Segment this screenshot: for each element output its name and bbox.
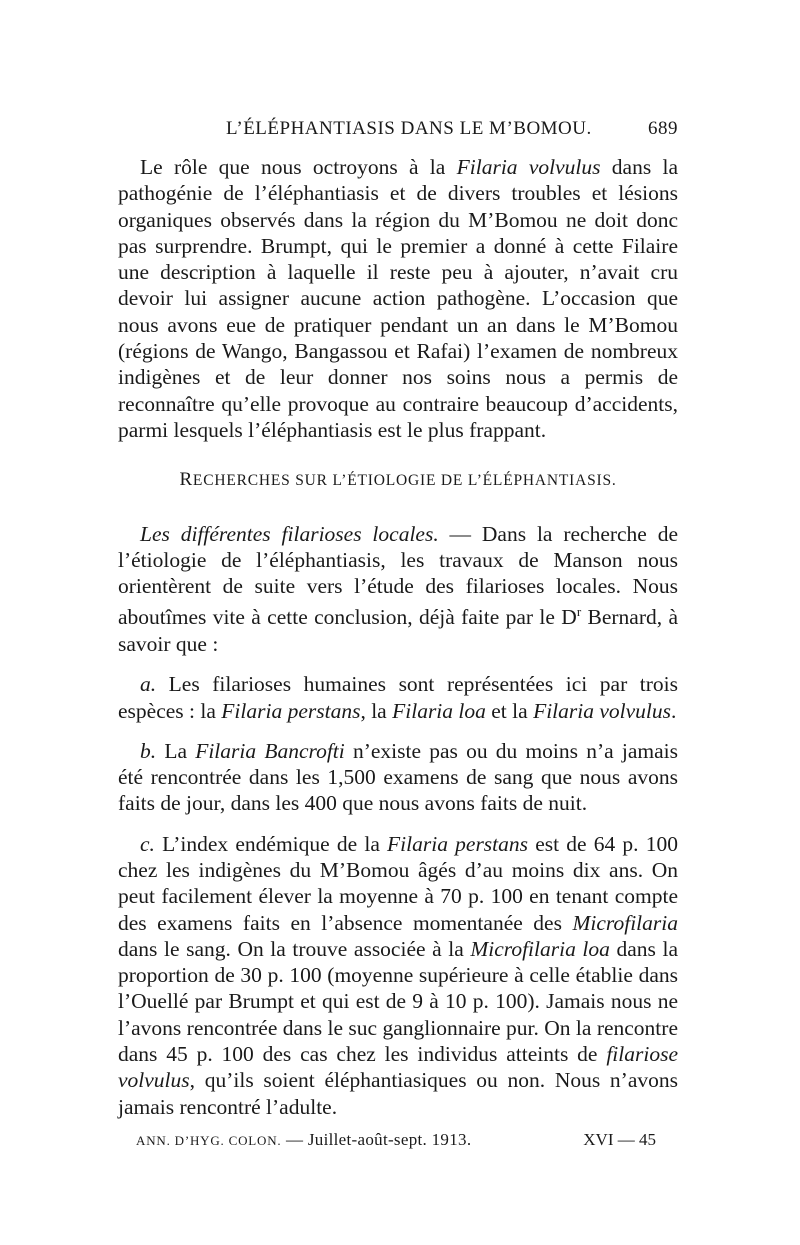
item-label: c. <box>140 831 155 856</box>
item-a <box>118 671 678 724</box>
superscript: r <box>576 604 582 620</box>
species-name: Filaria volvulus <box>456 155 601 179</box>
species-name: Filaria perstans <box>387 831 529 856</box>
text-span: dans le sang. On la trouve associée à la <box>118 936 471 961</box>
text-span: dans la pathogénie de l’éléphantiasis et de divers troubles et lésions organiques observés dans la région du M’Bomou ne doit donc pas surprendre. Brumpt, qui le premier a donné à cette Filaire une description à laquelle il reste peu à ajouter, n’avait cru devoir lui assigner aucune action pathogène. L’occasion que nous avons eue de pratiquer pendant un an dans le M’Bomou (régions de Wango, Bangassou et Rafai) l’examen de nombreux indigènes et de leur donner nos soins nous a permis de reconnaître qu’elle provoque au contraire beaucoup d’accidents, parmi lesquels l’éléphantiasis est le plus frappant. <box>118 155 678 442</box>
article-body <box>118 154 678 1120</box>
text-span: n’existe pas ou du moins n’a jamais été rencontrée dans les 1,500 examens de sang que nous avons faits de jour, dans les 400 que nous avons faits de nuit. <box>118 738 678 816</box>
issue-date: — Juillet-août-sept. 1913. <box>281 1129 472 1149</box>
section-heading <box>118 467 678 494</box>
text-span: — Dans la recherche de l’étiologie de l’éléphantiasis, les travaux de Manson nous orientèrent de suite vers l’étude des filarioses locales. Nous aboutîmes vite à cette conclusion, déjà faite par le D <box>118 521 678 630</box>
text-span: , la <box>360 698 393 723</box>
journal-abbrev: ANN. D’HYG. COLON. <box>136 1132 282 1148</box>
page-footer <box>118 1130 678 1150</box>
species-name: Filaria volvulus <box>533 698 672 723</box>
species-name: Filaria loa <box>392 698 486 723</box>
species-name: Microfilaria <box>572 910 678 935</box>
text-span: dans la proportion de 30 p. 100 (moyenne supérieure à celle établie dans l’Ouellé par Brumpt et qui est de 9 à 10 p. 100). Jamais nous ne l’avons rencontrée dans le suc ganglionnaire pur. On la rencontre dans 45 p. 100 des cas chez les individus atteints de <box>118 936 678 1067</box>
page-number: 689 <box>648 118 678 139</box>
species-name: filariose volvulus <box>118 1042 678 1093</box>
printer-signature: XVI — 45 <box>583 1129 656 1149</box>
heading-rest: ECHERCHES SUR L’ÉTIOLOGIE DE L’ÉLÉPHANTIASIS. <box>192 472 617 490</box>
species-name: Filaria Bancrofti <box>195 738 345 763</box>
item-label: a. <box>140 672 157 697</box>
item-label: b. <box>140 738 157 763</box>
item-b <box>118 738 678 817</box>
text-span: . <box>671 698 677 723</box>
item-c <box>118 831 678 1120</box>
text-span: et la <box>485 698 534 723</box>
subsection-title: Les différentes filarioses locales. <box>140 521 439 546</box>
lead-paragraph <box>118 521 678 658</box>
text-span: , qu’ils soient éléphantiasiques ou non. Nous n’avons jamais rencontré l’adulte. <box>118 1068 678 1119</box>
text-span: est de 64 p. 100 chez les indigènes du M’Bomou âgés d’au moins dix ans. On peut facilement élever la moyenne à 70 p. 100 en tenant compte des examens faits en l’absence momentanée des <box>118 831 678 935</box>
heading-initial: R <box>179 469 193 491</box>
species-name: Filaria perstans <box>221 698 361 723</box>
intro-paragraph <box>118 154 678 443</box>
running-title: L’ÉLÉPHANTIASIS DANS LE M’BOMOU. <box>226 118 592 139</box>
page <box>118 100 678 1150</box>
footer-citation <box>136 1130 471 1150</box>
text-span: Le rôle que nous octroyons à la <box>140 155 457 179</box>
text-span: L’index endémique de la <box>154 831 388 856</box>
text-span: Bernard, à savoir que : <box>118 605 678 656</box>
text-span: Les filarioses humaines sont représentées ici par trois espèces : la <box>118 672 678 723</box>
text-span: La <box>156 738 196 763</box>
running-head <box>118 118 678 144</box>
species-name: Microfilaria loa <box>470 936 610 961</box>
